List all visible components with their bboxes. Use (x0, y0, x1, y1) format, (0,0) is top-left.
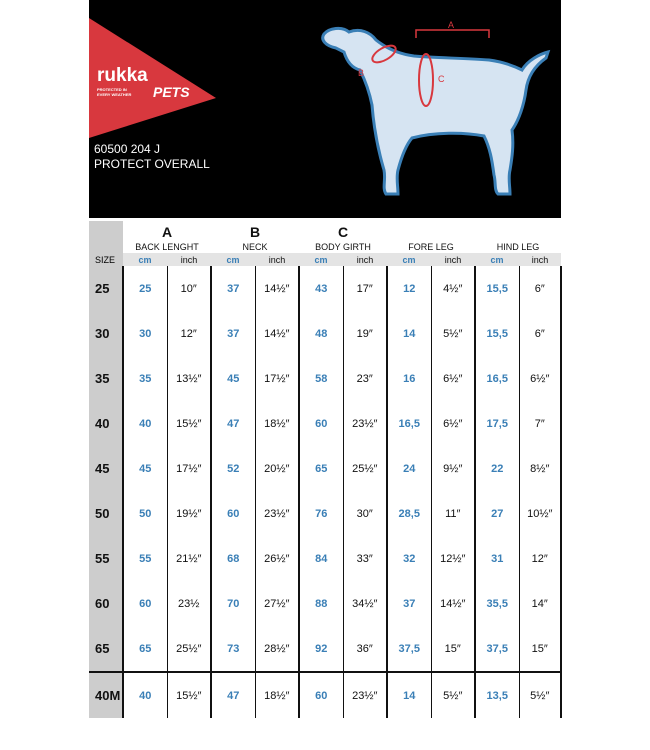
size-value: 50 (89, 491, 123, 536)
table-row (89, 401, 561, 446)
unit-cm: cm (123, 253, 167, 266)
table-row (89, 536, 561, 581)
cell-inch: 12″ (519, 536, 561, 581)
table-row (89, 311, 561, 356)
cell-cm: 52 (211, 446, 255, 491)
dog-silhouette (323, 28, 548, 194)
size-value: 55 (89, 536, 123, 581)
group-letter-hind (475, 221, 561, 240)
cell-inch: 28½″ (255, 626, 299, 672)
cell-cm: 65 (123, 626, 167, 672)
unit-cm: cm (387, 253, 431, 266)
label-c: C (438, 74, 445, 84)
cell-cm: 45 (211, 356, 255, 401)
cell-inch: 23½″ (343, 672, 387, 718)
cell-inch: 12½″ (431, 536, 475, 581)
cell-inch: 6½″ (431, 356, 475, 401)
group-letter-fore (387, 221, 475, 240)
size-value: 65 (89, 626, 123, 672)
cell-inch: 15½″ (167, 672, 211, 718)
brand-tagline: PROTECTED IN EVERY WEATHER (97, 87, 132, 97)
cell-inch: 30″ (343, 491, 387, 536)
cell-inch: 26½″ (255, 536, 299, 581)
cell-inch: 18½″ (255, 672, 299, 718)
cell-inch: 5½″ (519, 672, 561, 718)
cell-inch: 23½″ (255, 491, 299, 536)
size-value: 45 (89, 446, 123, 491)
cell-inch: 19″ (343, 311, 387, 356)
cell-inch: 12″ (167, 311, 211, 356)
cell-inch: 18½″ (255, 401, 299, 446)
cell-inch: 14½″ (431, 581, 475, 626)
cell-inch: 10½″ (519, 491, 561, 536)
cell-cm: 68 (211, 536, 255, 581)
table-row (89, 581, 561, 626)
cell-cm: 65 (299, 446, 343, 491)
unit-inch: inch (431, 253, 475, 266)
table-row (89, 626, 561, 672)
cell-cm: 73 (211, 626, 255, 672)
table-row (89, 356, 561, 401)
cell-cm: 48 (299, 311, 343, 356)
cell-cm: 84 (299, 536, 343, 581)
cell-cm: 37,5 (475, 626, 519, 672)
cell-cm: 32 (387, 536, 431, 581)
cell-cm: 60 (299, 672, 343, 718)
cell-cm: 24 (387, 446, 431, 491)
product-name: PROTECT OVERALL (94, 157, 210, 171)
table-row (89, 446, 561, 491)
cell-inch: 14½″ (255, 266, 299, 311)
size-value: 25 (89, 266, 123, 311)
cell-inch: 36″ (343, 626, 387, 672)
cell-cm: 15,5 (475, 266, 519, 311)
cell-cm: 92 (299, 626, 343, 672)
cell-inch: 17½″ (255, 356, 299, 401)
label-b: B (358, 68, 365, 78)
group-letter-a: A (161, 224, 173, 240)
size-header-top (89, 221, 123, 240)
cell-inch: 10″ (167, 266, 211, 311)
cell-inch: 13½″ (167, 356, 211, 401)
cell-inch: 5½″ (431, 672, 475, 718)
group-label-hind: HIND LEG (496, 241, 540, 252)
cell-cm: 45 (123, 446, 167, 491)
cell-inch: 9½″ (431, 446, 475, 491)
group-label-fore: FORE LEG (408, 241, 454, 252)
cell-inch: 21½″ (167, 536, 211, 581)
cell-cm: 28,5 (387, 491, 431, 536)
group-letter-c: C (337, 224, 349, 240)
cell-cm: 37,5 (387, 626, 431, 672)
cell-cm: 47 (211, 401, 255, 446)
cell-inch: 23″ (343, 356, 387, 401)
cell-cm: 70 (211, 581, 255, 626)
product-code: 60500 204 J (94, 142, 161, 156)
product-header (89, 0, 561, 218)
cell-cm: 13,5 (475, 672, 519, 718)
size-column-header: SIZE (89, 253, 123, 266)
table-row (89, 266, 561, 311)
cell-inch: 15″ (519, 626, 561, 672)
cell-cm: 35 (123, 356, 167, 401)
cell-inch: 5½″ (431, 311, 475, 356)
cell-cm: 60 (211, 491, 255, 536)
cell-cm: 60 (123, 581, 167, 626)
table-row (89, 672, 561, 718)
unit-cm: cm (299, 253, 343, 266)
cell-inch: 11″ (431, 491, 475, 536)
unit-inch: inch (167, 253, 211, 266)
cell-cm: 47 (211, 672, 255, 718)
unit-inch: inch (343, 253, 387, 266)
cell-cm: 37 (211, 266, 255, 311)
cell-cm: 27 (475, 491, 519, 536)
size-value: 40 (89, 401, 123, 446)
cell-cm: 37 (387, 581, 431, 626)
cell-cm: 58 (299, 356, 343, 401)
dog-measurement-diagram (314, 10, 554, 210)
cell-inch: 14½″ (255, 311, 299, 356)
size-value: 60 (89, 581, 123, 626)
unit-cm: cm (475, 253, 519, 266)
cell-cm: 88 (299, 581, 343, 626)
size-value: 35 (89, 356, 123, 401)
cell-inch: 6″ (519, 266, 561, 311)
size-value: 30 (89, 311, 123, 356)
cell-inch: 20½″ (255, 446, 299, 491)
cell-cm: 22 (475, 446, 519, 491)
cell-inch: 6½″ (519, 356, 561, 401)
unit-cm: cm (211, 253, 255, 266)
cell-cm: 37 (211, 311, 255, 356)
cell-inch: 6½″ (431, 401, 475, 446)
cell-cm: 14 (387, 311, 431, 356)
group-label-back: BACK LENGHT (135, 241, 199, 252)
cell-inch: 15½″ (167, 401, 211, 446)
cell-cm: 40 (123, 672, 167, 718)
cell-cm: 31 (475, 536, 519, 581)
cell-cm: 35,5 (475, 581, 519, 626)
cell-cm: 30 (123, 311, 167, 356)
cell-inch: 6″ (519, 311, 561, 356)
table-row (89, 491, 561, 536)
cell-cm: 16,5 (387, 401, 431, 446)
group-letter-b: B (249, 224, 261, 240)
size-value: 40M (89, 672, 123, 718)
cell-cm: 14 (387, 672, 431, 718)
group-label-girth: BODY GIRTH (315, 241, 371, 252)
size-table (89, 221, 562, 718)
cell-cm: 17,5 (475, 401, 519, 446)
cell-cm: 76 (299, 491, 343, 536)
cell-cm: 12 (387, 266, 431, 311)
cell-inch: 7″ (519, 401, 561, 446)
brand-logo: rukka (97, 65, 148, 86)
cell-inch: 25½″ (167, 626, 211, 672)
unit-inch: inch (255, 253, 299, 266)
cell-cm: 60 (299, 401, 343, 446)
label-a: A (448, 20, 455, 30)
unit-inch: inch (519, 253, 561, 266)
cell-inch: 33″ (343, 536, 387, 581)
cell-inch: 19½″ (167, 491, 211, 536)
brand-sub: PETS (153, 84, 190, 100)
cell-inch: 14″ (519, 581, 561, 626)
cell-cm: 40 (123, 401, 167, 446)
cell-cm: 25 (123, 266, 167, 311)
cell-inch: 23½ (167, 581, 211, 626)
cell-inch: 8½″ (519, 446, 561, 491)
cell-inch: 4½″ (431, 266, 475, 311)
cell-inch: 17½″ (167, 446, 211, 491)
group-label-neck: NECK (242, 241, 268, 252)
cell-inch: 25½″ (343, 446, 387, 491)
cell-inch: 23½″ (343, 401, 387, 446)
cell-inch: 27½″ (255, 581, 299, 626)
cell-cm: 50 (123, 491, 167, 536)
cell-inch: 15″ (431, 626, 475, 672)
cell-cm: 16 (387, 356, 431, 401)
cell-inch: 17″ (343, 266, 387, 311)
cell-cm: 15,5 (475, 311, 519, 356)
cell-cm: 55 (123, 536, 167, 581)
cell-cm: 16,5 (475, 356, 519, 401)
cell-cm: 43 (299, 266, 343, 311)
cell-inch: 34½″ (343, 581, 387, 626)
